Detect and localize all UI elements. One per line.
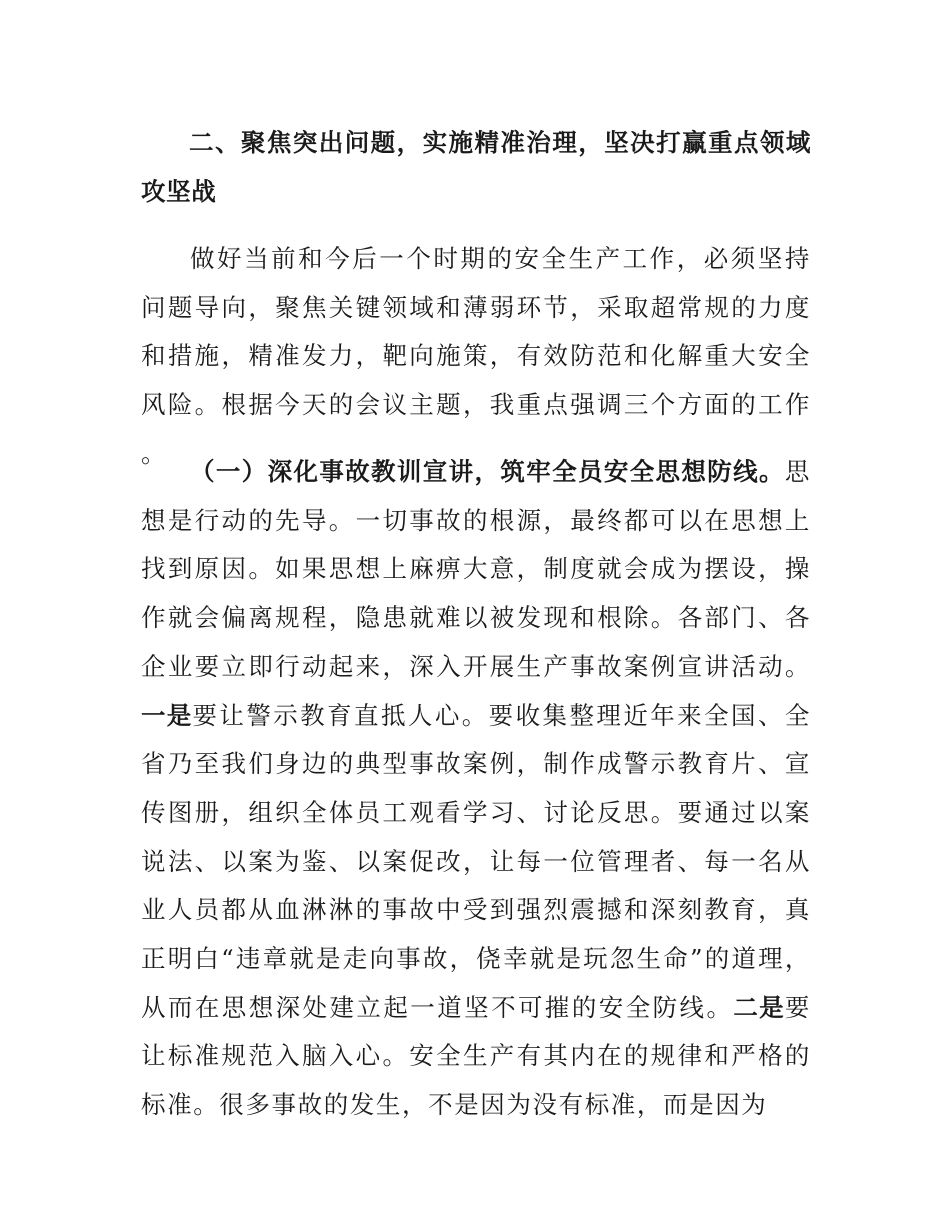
subsection-heading: （一）深化事故教训宣讲，筑牢全员安全思想防线。 [190,457,785,486]
point-1-label: 一是 [141,700,193,730]
point-2-text: 要让标准规范入脑入心。安全生产有其内在的规律和严格的标准。很多事故的发生，不是因为没有标准，而是因为 [141,992,811,1120]
intro-paragraph: 做好当前和今后一个时期的安全生产工作，必须坚持问题导向，聚焦关键领域和薄弱环节，采取超常规的力度和措施，精准发力，靶向施策，有效防范和化解重大安全风险。根据今天的会议主题，我重点强调三个方面的工作。 [141,244,811,468]
point-1-text: 要让警示教育直抵人心。要收集整理近年来全国、全省乃至我们身边的典型事故案例，制作成警示教育片、宣传图册，组织全体员工观看学习、讨论反思。要通过以案说法、以案为鉴、以案促改，让每一位管理者、每一名从业人员都从血淋淋的事故中受到强烈震撼和深刻教育，真正明白“违章就是走向事故，侥幸就是玩忽生命”的道理，从而在思想深处建立起一道坚不可摧的安全防线。 [141,700,811,1022]
point-2-label: 二是 [733,992,785,1022]
subsection-paragraph [141,448,811,1130]
section-heading: 二、聚焦突出问题，实施精准治理，坚决打赢重点领域攻坚战 [141,128,811,206]
subsection-text-part-1: 思想是行动的先导。一切事故的根源，最终都可以在思想上找到原因。如果思想上麻痹大意，制度就会成为摆设，操作就会偏离规程，隐患就难以被发现和根除。各部门、各企业要立即行动起来，深入开展生产事故案例宣讲活动。 [141,457,811,681]
